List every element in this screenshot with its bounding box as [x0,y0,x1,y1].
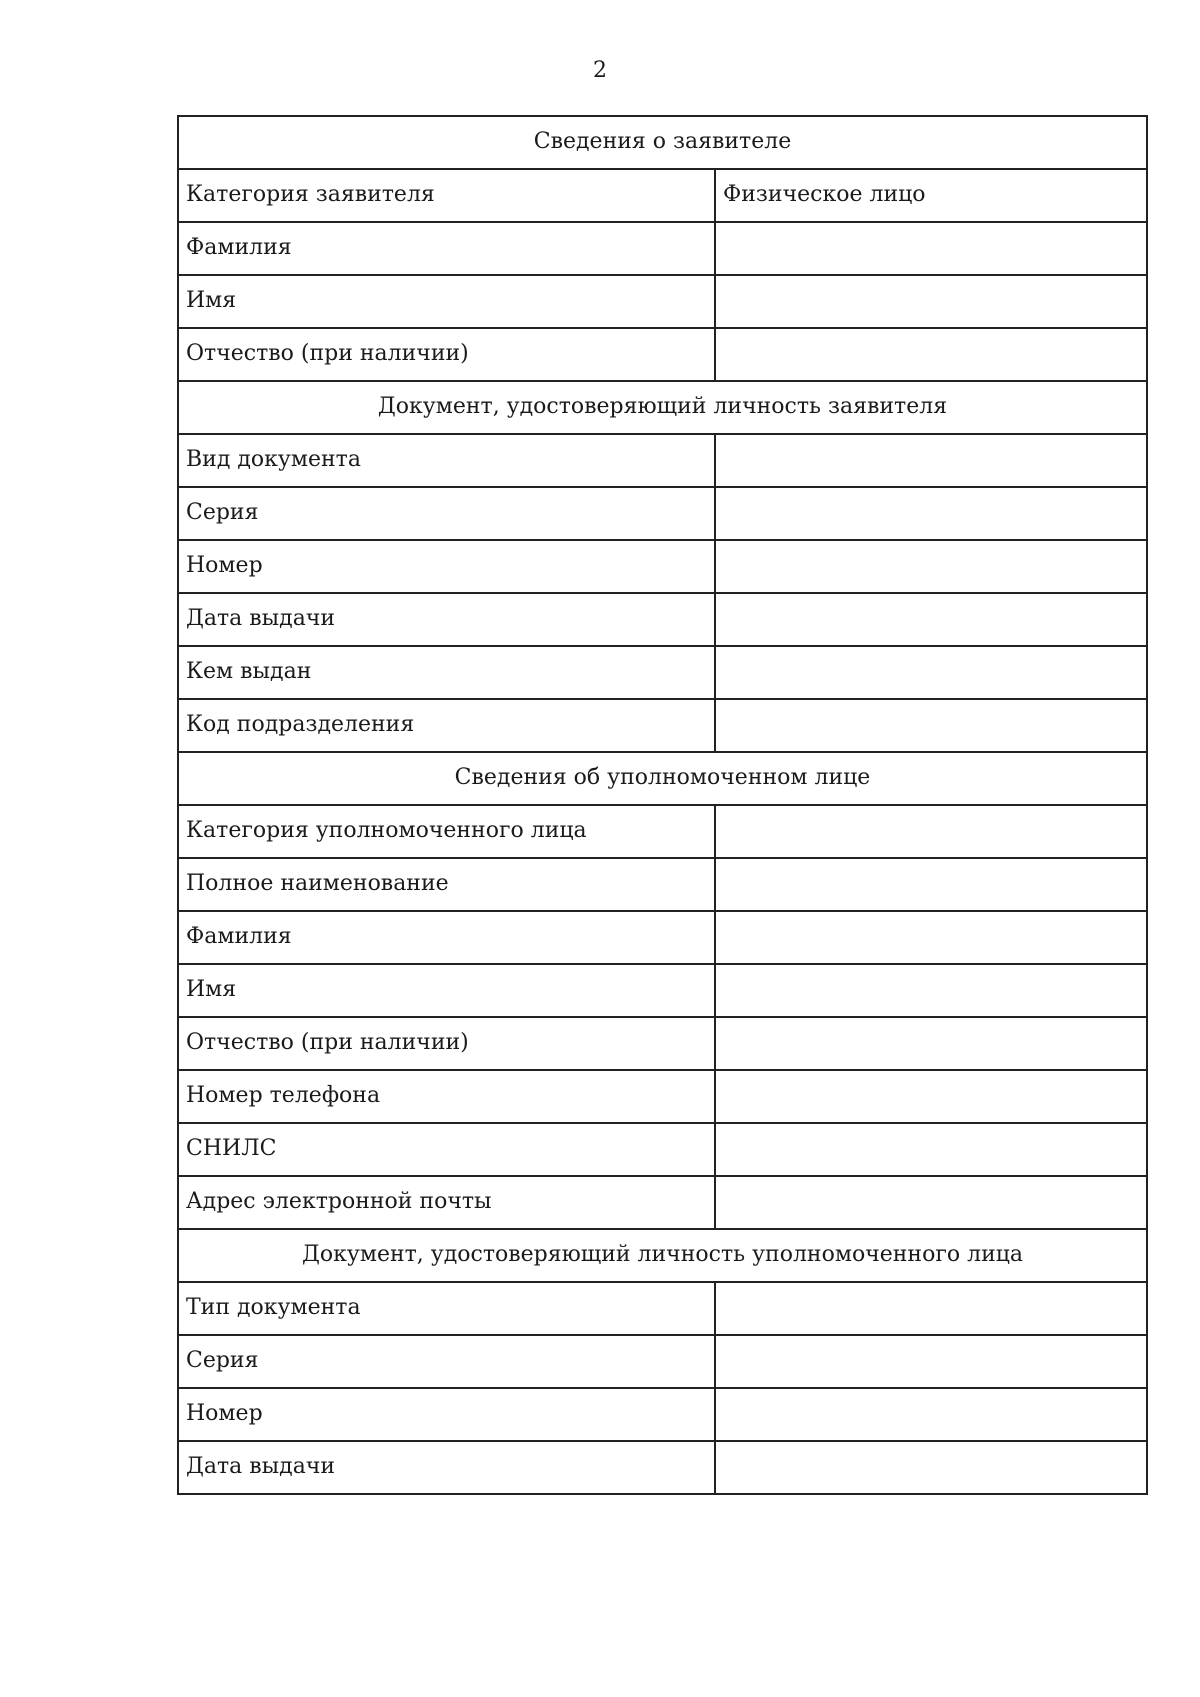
section-title: Документ, удостоверяющий личность уполномоченного лица [178,1229,1147,1282]
form-field-row [178,1441,1147,1494]
field-label: Отчество (при наличии) [178,328,715,381]
field-value[interactable] [715,434,1147,487]
section-header-row [178,1229,1147,1282]
section-header-row [178,116,1147,169]
field-value[interactable] [715,646,1147,699]
field-label: Полное наименование [178,858,715,911]
field-label: Серия [178,1335,715,1388]
field-label: Фамилия [178,222,715,275]
field-value[interactable]: Физическое лицо [715,169,1147,222]
field-label: Отчество (при наличии) [178,1017,715,1070]
field-value[interactable] [715,222,1147,275]
form-field-row [178,1176,1147,1229]
form-field-row [178,1123,1147,1176]
form-field-row [178,540,1147,593]
form-field-row [178,699,1147,752]
field-value[interactable] [715,1070,1147,1123]
field-label: Фамилия [178,911,715,964]
form-field-row [178,434,1147,487]
section-title: Документ, удостоверяющий личность заявителя [178,381,1147,434]
field-label: Дата выдачи [178,593,715,646]
field-label: Дата выдачи [178,1441,715,1494]
page-number: 2 [593,58,607,83]
form-field-row [178,487,1147,540]
form-field-row [178,275,1147,328]
form-field-row [178,911,1147,964]
field-value[interactable] [715,540,1147,593]
field-label: Имя [178,275,715,328]
field-value[interactable] [715,328,1147,381]
field-value[interactable] [715,1176,1147,1229]
field-value[interactable] [715,593,1147,646]
form-field-row [178,1017,1147,1070]
field-label: Серия [178,487,715,540]
field-value[interactable] [715,911,1147,964]
field-label: Тип документа [178,1282,715,1335]
field-value[interactable] [715,487,1147,540]
section-title: Сведения о заявителе [178,116,1147,169]
field-value[interactable] [715,275,1147,328]
field-value[interactable] [715,1388,1147,1441]
field-value[interactable] [715,1123,1147,1176]
form-field-row [178,858,1147,911]
section-header-row [178,381,1147,434]
section-header-row [178,752,1147,805]
field-label: Адрес электронной почты [178,1176,715,1229]
field-value[interactable] [715,964,1147,1017]
form-field-row [178,1388,1147,1441]
field-label: Вид документа [178,434,715,487]
form-field-row [178,328,1147,381]
field-label: Категория уполномоченного лица [178,805,715,858]
field-value[interactable] [715,1441,1147,1494]
form-field-row [178,593,1147,646]
form-field-row [178,1282,1147,1335]
form-field-row [178,169,1147,222]
field-label: Кем выдан [178,646,715,699]
field-value[interactable] [715,805,1147,858]
field-label: Номер [178,1388,715,1441]
field-label: Код подразделения [178,699,715,752]
section-title: Сведения об уполномоченном лице [178,752,1147,805]
form-field-row [178,1335,1147,1388]
field-value[interactable] [715,1017,1147,1070]
form-field-row [178,964,1147,1017]
form-field-row [178,1070,1147,1123]
field-label: СНИЛС [178,1123,715,1176]
field-value[interactable] [715,858,1147,911]
field-label: Категория заявителя [178,169,715,222]
field-label: Номер телефона [178,1070,715,1123]
field-value[interactable] [715,699,1147,752]
applicant-form-table [177,115,1148,1495]
form-body [178,116,1147,1494]
form-field-row [178,222,1147,275]
field-label: Имя [178,964,715,1017]
form-field-row [178,805,1147,858]
form-field-row [178,646,1147,699]
field-value[interactable] [715,1282,1147,1335]
field-label: Номер [178,540,715,593]
field-value[interactable] [715,1335,1147,1388]
